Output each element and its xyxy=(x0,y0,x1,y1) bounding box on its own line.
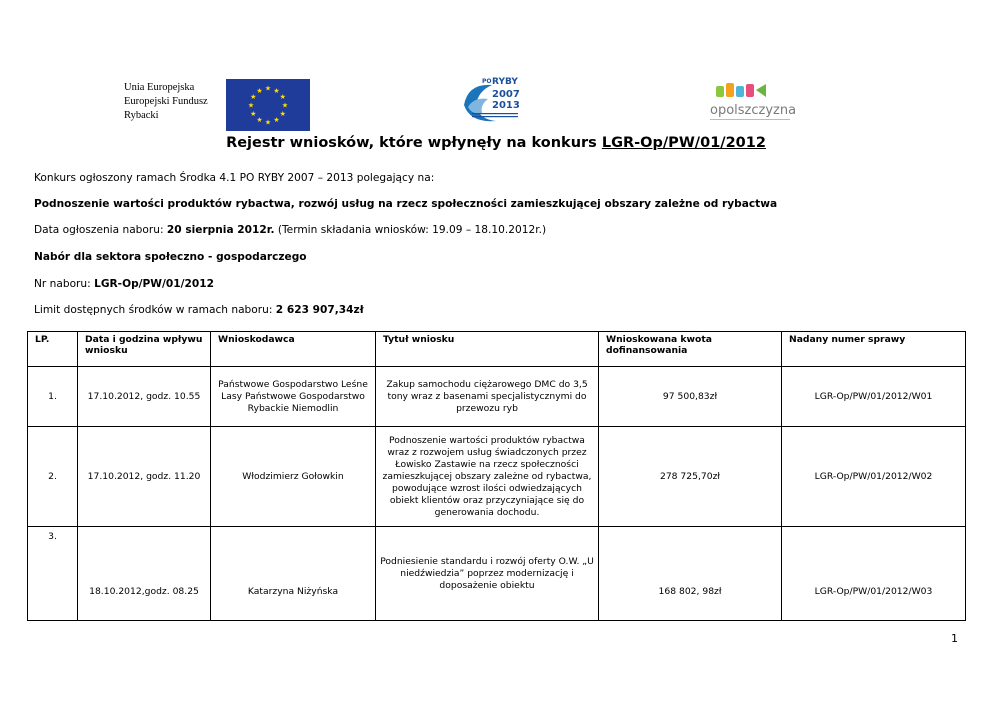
eu-star-icon: ★ xyxy=(264,118,272,127)
page-number: 1 xyxy=(951,632,958,645)
title-code: LGR-Op/PW/01/2012 xyxy=(601,135,766,151)
table-header-row xyxy=(28,332,966,367)
eu-star-icon: ★ xyxy=(256,86,263,95)
announce-label: Data ogłoszenia naboru: xyxy=(34,224,167,236)
eu-star-icon: ★ xyxy=(250,93,257,101)
opolszczyzna-name: opolszczyzna xyxy=(710,103,797,118)
intro-line-4: Nabór dla sektora społeczno - gospodarczego xyxy=(34,251,307,263)
header-applicant: Wnioskodawca xyxy=(211,332,376,367)
cell-amount: 168 802, 98zł xyxy=(599,527,782,621)
intro-line-6 xyxy=(34,304,364,316)
po-ryby-logo xyxy=(458,75,526,125)
intro-line-3 xyxy=(34,224,546,236)
announce-deadline: (Termin składania wniosków: 19.09 – 18.10.2012r.) xyxy=(274,224,547,236)
cell-title: Zakup samochodu ciężarowego DMC do 3,5 tony wraz z basenami specjalistycznymi do przewozu ryb xyxy=(376,367,599,427)
intro-line-1: Konkurs ogłoszony ramach Środka 4.1 PO RYBY 2007 – 2013 polegający na: xyxy=(34,172,435,184)
eu-flag-logo xyxy=(226,79,310,131)
opolszczyzna-logo xyxy=(704,80,800,126)
cell-case-number: LGR-Op/PW/01/2012/W01 xyxy=(782,367,966,427)
eu-star-icon: ★ xyxy=(273,116,280,125)
po-ryby-name: RYBY xyxy=(492,77,518,87)
funds-limit-value: 2 623 907,34zł xyxy=(275,304,364,316)
eu-star-icon: ★ xyxy=(279,93,286,101)
eu-fund-text xyxy=(124,81,208,123)
cell-date: 18.10.2012,godz. 08.25 xyxy=(78,527,211,621)
title-prefix: Rejestr wniosków, które wpłynęły na konkurs xyxy=(226,135,602,151)
eu-star-icon: ★ xyxy=(279,110,286,118)
cell-date: 17.10.2012, godz. 10.55 xyxy=(78,367,211,427)
eu-star-icon: ★ xyxy=(281,101,289,110)
header-case-number: Nadany numer sprawy xyxy=(782,332,966,367)
funds-limit-label: Limit dostępnych środków w ramach naboru: xyxy=(34,304,276,316)
cell-title: Podnoszenie wartości produktów rybactwa wraz z rozwojem usług świadczonych przez Łowisko Zastawie na rzecz społeczności zamieszkującej obszary zależne od rybactwa, powodujące wzrost ilości odwiedzających obiekt klientów oraz przyczyniające się do generowania dochodu. xyxy=(376,427,599,527)
header-date: Data i godzina wpływu wniosku xyxy=(78,332,211,367)
eu-star-icon: ★ xyxy=(256,116,263,125)
eu-star-icon: ★ xyxy=(250,110,257,118)
po-ryby-year-1: 2007 xyxy=(492,89,520,100)
eu-star-icon: ★ xyxy=(273,86,280,95)
intro-line-5 xyxy=(34,278,214,290)
call-number-value: LGR-Op/PW/01/2012 xyxy=(94,278,214,290)
cell-amount: 278 725,70zł xyxy=(599,427,782,527)
header-lp: LP. xyxy=(28,332,78,367)
eu-star-icon: ★ xyxy=(264,84,272,93)
cell-case-number: LGR-Op/PW/01/2012/W03 xyxy=(782,527,966,621)
intro-line-2: Podnoszenie wartości produktów rybactwa, rozwój usług na rzecz społeczności zamieszkującej obszary zależne od rybactwa xyxy=(34,198,778,210)
applications-table xyxy=(27,331,966,621)
cell-date: 17.10.2012, godz. 11.20 xyxy=(78,427,211,527)
cell-applicant: Państwowe Gospodarstwo Leśne Lasy Państwowe Gospodarstwo Rybackie Niemodlin xyxy=(211,367,376,427)
cell-title: Podniesienie standardu i rozwój oferty O.W. „U niedźwiedzia” poprzez modernizację i doposażenie obiektu xyxy=(376,527,599,621)
po-ryby-year-2: 2013 xyxy=(492,100,520,111)
announce-date: 20 sierpnia 2012r. xyxy=(166,224,275,236)
eu-line-2: Europejski Fundusz xyxy=(124,96,208,107)
table-row xyxy=(28,427,966,527)
header-amount: Wnioskowana kwota dofinansowania xyxy=(599,332,782,367)
table-row xyxy=(28,367,966,427)
cell-lp: 3. xyxy=(28,527,78,621)
cell-case-number: LGR-Op/PW/01/2012/W02 xyxy=(782,427,966,527)
eu-star-icon: ★ xyxy=(247,101,255,110)
cell-lp: 2. xyxy=(28,427,78,527)
call-number-label: Nr naboru: xyxy=(34,278,95,290)
page-title xyxy=(0,135,992,151)
cell-amount: 97 500,83zł xyxy=(599,367,782,427)
cell-applicant: Włodzimierz Gołowkin xyxy=(211,427,376,527)
table-row xyxy=(28,527,966,621)
header-title: Tytuł wniosku xyxy=(376,332,599,367)
po-ryby-top: PO xyxy=(482,78,492,85)
eu-line-3: Rybacki xyxy=(124,110,159,121)
cell-applicant: Katarzyna Niżyńska xyxy=(211,527,376,621)
eu-line-1: Unia Europejska xyxy=(124,82,195,93)
cell-lp: 1. xyxy=(28,367,78,427)
